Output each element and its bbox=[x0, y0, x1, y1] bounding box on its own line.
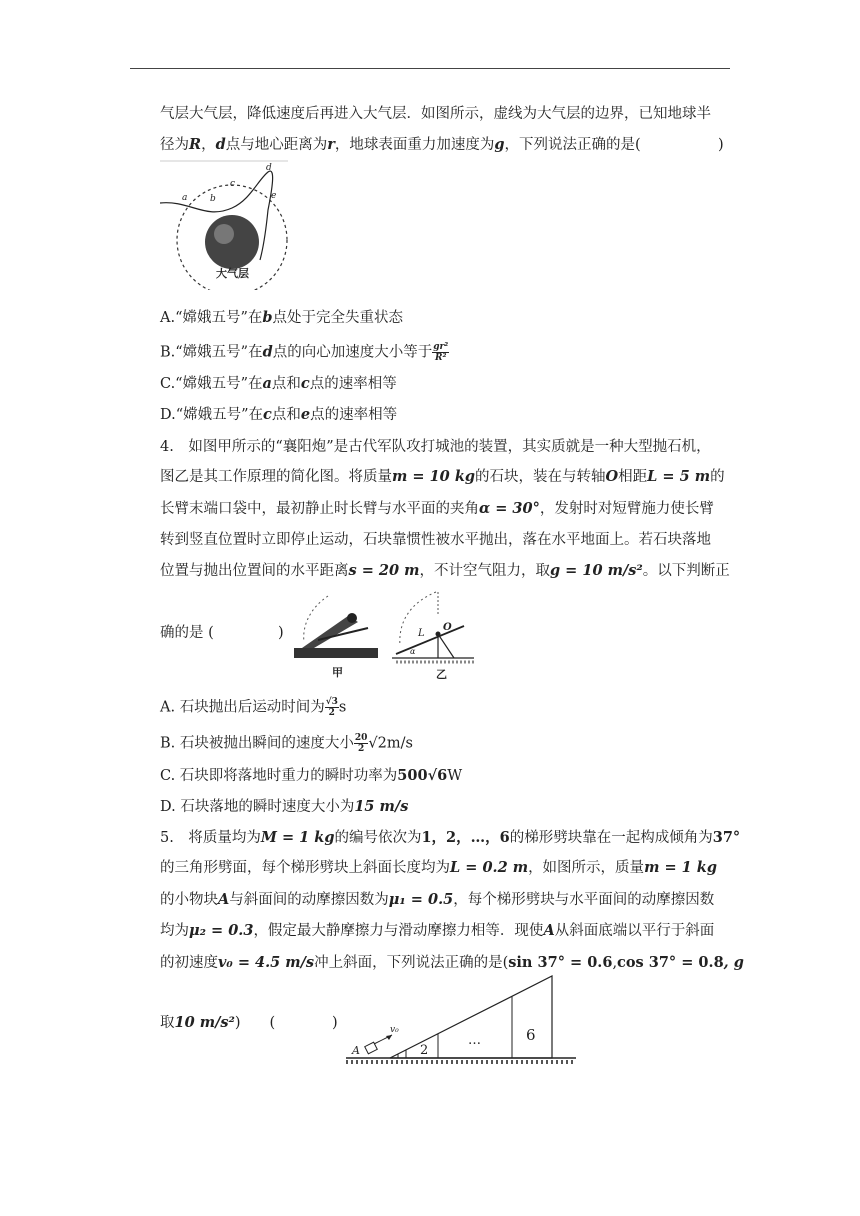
jia-base bbox=[294, 648, 378, 658]
label-2: 2 bbox=[420, 1043, 429, 1058]
label-O: O bbox=[443, 622, 452, 633]
q5-line-3: 的小物块A与斜面间的动摩擦因数为μ₁ = 0.5，每个梯形劈块与水平面间的动摩擦因数 bbox=[160, 891, 715, 908]
label-6: 6 bbox=[526, 1026, 536, 1044]
label-alpha: α bbox=[410, 647, 416, 656]
intro-line-2: 径为R，d点与地心距离为r，地球表面重力加速度为g，下列说法正确的是( ) bbox=[160, 136, 724, 153]
label-a: a bbox=[182, 193, 188, 203]
q4-line-1: 4. 如图甲所示的“襄阳炮”是古代军队攻打城池的装置，其实质就是一种大型抛石机， bbox=[160, 439, 711, 455]
q4-line-5: 位置与抛出位置间的水平距离s = 20 m，不计空气阻力，取g = 10 m/s²。以下判断正 bbox=[160, 562, 730, 579]
q4-line-4: 转到竖直位置时立即停止运动，石块靠惯性被水平抛出，落在水平地面上。若石块落地 bbox=[160, 532, 711, 548]
label-A: A bbox=[352, 1044, 360, 1057]
q5-line-2: 的三角形劈面，每个梯形劈块上斜面长度均为L = 0.2 m，如图所示，质量m = 1 kg bbox=[160, 859, 717, 876]
intro-line-1: 气层大气层，降低速度后再进入大气层．如图所示，虚线为大气层的边界，已知地球半 bbox=[160, 106, 711, 122]
earth-highlight bbox=[214, 224, 234, 244]
label-b: b bbox=[210, 194, 216, 204]
q4-option-a: A. 石块抛出后运动时间为 $\frac{√3}{2}$ s bbox=[160, 697, 347, 718]
yi-support-1 bbox=[438, 634, 454, 658]
q5-line-6: 取10 m/s²) ( ) bbox=[160, 1014, 338, 1031]
q4-option-d: D. 石块落地的瞬时速度大小为15 m/s bbox=[160, 798, 409, 815]
q5-line-1: 5. 将质量均为M = 1 kg的编号依次为1，2，…，6的梯形劈块靠在一起构成倾角为37° bbox=[160, 829, 741, 846]
label-e: e bbox=[271, 191, 277, 201]
label-L: L bbox=[418, 628, 425, 639]
label-v0: v₀ bbox=[390, 1025, 399, 1035]
block-A bbox=[365, 1042, 378, 1054]
earth-label: 大气层 bbox=[216, 267, 249, 280]
q4-option-b: B. 石块被抛出瞬间的速度大小 $\frac{20}{2}$ √2m/s bbox=[160, 733, 413, 754]
label-c: c bbox=[230, 179, 236, 189]
q3-option-b: B.“嫦娥五号”在d点的向心加速度大小等于 $\frac{\text{gr²}}{\text{R²}}$ bbox=[160, 342, 449, 363]
yi-arm bbox=[396, 626, 464, 654]
catapult-figure bbox=[288, 586, 488, 682]
wedge-figure bbox=[340, 974, 580, 1070]
header-rule bbox=[130, 68, 730, 69]
orbit-figure bbox=[160, 160, 300, 290]
q5-line-4: 均为μ₂ = 0.3，假定最大静摩擦力与滑动摩擦力相等．现使A从斜面底端以平行于斜面 bbox=[160, 922, 715, 939]
jia-wheel bbox=[347, 613, 357, 623]
q3-option-d: D.“嫦娥五号”在c点和e点的速率相等 bbox=[160, 406, 398, 423]
q3-option-c: C.“嫦娥五号”在a点和c点的速率相等 bbox=[160, 375, 397, 392]
q4-line-3: 长臂末端口袋中，最初静止时长臂与水平面的夹角α = 30°，发射时对短臂施力使长臂 bbox=[160, 500, 714, 517]
label-dots: … bbox=[468, 1033, 481, 1048]
q4-line-6: 确的是 ( ) bbox=[160, 625, 284, 641]
q4-line-2: 图乙是其工作原理的简化图。将质量m = 10 kg的石块，装在与转轴O相距L = 5 m的 bbox=[160, 468, 725, 485]
earth bbox=[205, 215, 259, 269]
q3-option-a: A.“嫦娥五号”在b点处于完全失重状态 bbox=[160, 309, 404, 326]
label-yi: 乙 bbox=[436, 668, 447, 681]
q5-line-5: 的初速度v₀ = 4.5 m/s冲上斜面，下列说法正确的是(sin 37° = 0.6,cos 37° = 0.8, g bbox=[160, 954, 744, 971]
q4-option-c: C. 石块即将落地时重力的瞬时功率为500√6W bbox=[160, 767, 463, 784]
label-d: d bbox=[266, 163, 272, 173]
label-jia: 甲 bbox=[332, 666, 343, 679]
